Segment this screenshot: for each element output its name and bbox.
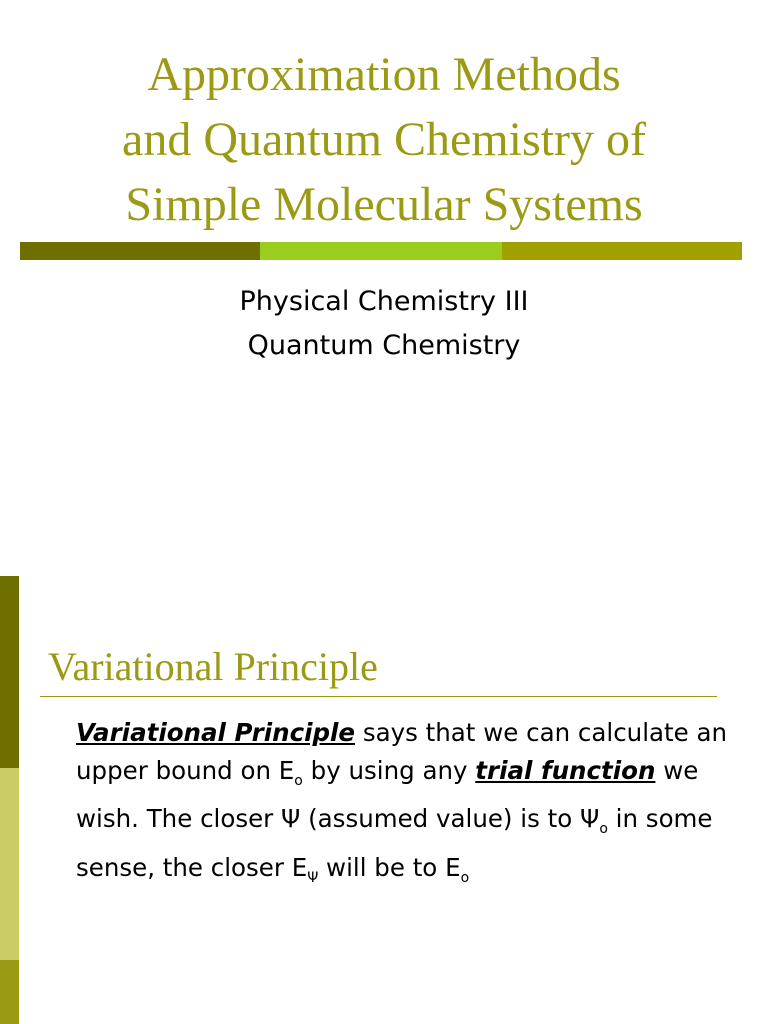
slide-title (0, 42, 768, 237)
emphasized-term: Variational Principle (76, 718, 356, 747)
subtitle-line: Physical Chemistry III (239, 286, 529, 317)
content-slide (0, 576, 768, 1024)
title-rule (40, 696, 717, 697)
emphasized-term: trial function (475, 755, 656, 785)
sidebar-band-middle (0, 768, 19, 960)
title-line: Simple Molecular Systems (125, 178, 643, 231)
slide-title: Variational Principle (48, 644, 378, 689)
body-text-segment: in some sense, the closer E (76, 804, 713, 882)
subscript: o (599, 821, 608, 837)
title-line: and Quantum Chemistry of (122, 113, 646, 166)
sidebar-band-top (0, 576, 19, 768)
subscript: o (460, 869, 470, 886)
sidebar-band-bottom (0, 960, 19, 1024)
title-band-center (260, 242, 502, 260)
title-band-left (20, 242, 260, 260)
body-text-segment: says that we can calculate an upper bound on E (76, 718, 728, 785)
title-band-right (502, 242, 742, 260)
slide-subtitle (0, 280, 768, 368)
body-paragraph (76, 714, 736, 897)
subscript: o (294, 772, 303, 789)
body-text-segment: by using any (302, 755, 476, 785)
title-line: Approximation Methods (147, 48, 621, 101)
body-text-segment: we wish. The closer Ψ (assumed value) is to Ψ (76, 755, 699, 833)
subscript: Ψ (307, 869, 319, 886)
body-text-segment: will be to E (318, 852, 461, 882)
subtitle-line: Quantum Chemistry (247, 330, 521, 361)
